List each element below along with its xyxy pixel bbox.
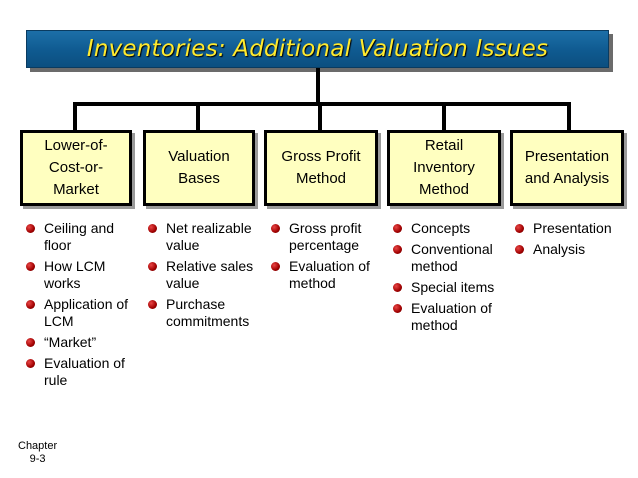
list-item: Conventional method xyxy=(393,241,509,275)
bullet-icon xyxy=(26,224,35,233)
bullet-icon xyxy=(393,283,402,292)
list-item: Ceiling and floor xyxy=(26,220,138,254)
bullet-list-presentation xyxy=(515,220,631,262)
list-item: Net realizable value xyxy=(148,220,264,254)
list-item: Analysis xyxy=(515,241,631,258)
title-bar xyxy=(26,30,609,68)
bullet-icon xyxy=(271,262,280,271)
list-item: Concepts xyxy=(393,220,509,237)
bullet-icon xyxy=(26,338,35,347)
list-item: Relative sales value xyxy=(148,258,264,292)
list-item: Gross profit percentage xyxy=(271,220,387,254)
bullet-list-retail-inventory xyxy=(393,220,509,338)
connector-drop-1 xyxy=(73,102,77,132)
box-heading: Valuation Bases xyxy=(168,148,230,187)
bullet-list-valuation-bases xyxy=(148,220,264,334)
list-item: “Market” xyxy=(26,334,138,351)
bullet-icon xyxy=(26,359,35,368)
bullet-icon xyxy=(515,224,524,233)
box-heading: Gross Profit Method xyxy=(281,148,361,187)
box-heading: Retail Inventory Method xyxy=(413,137,475,198)
bullet-icon xyxy=(148,300,157,309)
box-presentation-and-analysis xyxy=(510,130,624,206)
list-item: How LCM works xyxy=(26,258,138,292)
bullet-icon xyxy=(515,245,524,254)
bullet-icon xyxy=(393,304,402,313)
box-heading: Lower-of- Cost-or- Market xyxy=(44,137,108,198)
box-lower-of-cost-or-market xyxy=(20,130,132,206)
list-item: Purchase commitments xyxy=(148,296,264,330)
box-heading: Presentation and Analysis xyxy=(524,148,610,187)
box-gross-profit-method xyxy=(264,130,378,206)
chapter-label: Chapter 9-3 xyxy=(18,440,58,465)
list-item: Special items xyxy=(393,279,509,296)
connector-horizontal xyxy=(73,102,571,106)
slide-title: Inventories: Additional Valuation Issues xyxy=(86,36,549,62)
connector-drop-2 xyxy=(196,102,200,132)
connector-drop-5 xyxy=(567,102,571,132)
list-item: Evaluation of method xyxy=(271,258,387,292)
list-item: Presentation xyxy=(515,220,631,237)
bullet-icon xyxy=(148,224,157,233)
box-retail-inventory-method xyxy=(387,130,501,206)
box-valuation-bases xyxy=(143,130,255,206)
list-item: Evaluation of rule xyxy=(26,355,138,389)
connector-trunk xyxy=(316,68,320,106)
bullet-list-lcm xyxy=(26,220,138,393)
list-item: Application of LCM xyxy=(26,296,138,330)
bullet-icon xyxy=(271,224,280,233)
bullet-icon xyxy=(26,300,35,309)
connector-drop-3 xyxy=(318,102,322,132)
bullet-icon xyxy=(148,262,157,271)
bullet-icon xyxy=(393,224,402,233)
list-item: Evaluation of method xyxy=(393,300,509,334)
bullet-icon xyxy=(393,245,402,254)
bullet-icon xyxy=(26,262,35,271)
bullet-list-gross-profit xyxy=(271,220,387,296)
connector-drop-4 xyxy=(442,102,446,132)
